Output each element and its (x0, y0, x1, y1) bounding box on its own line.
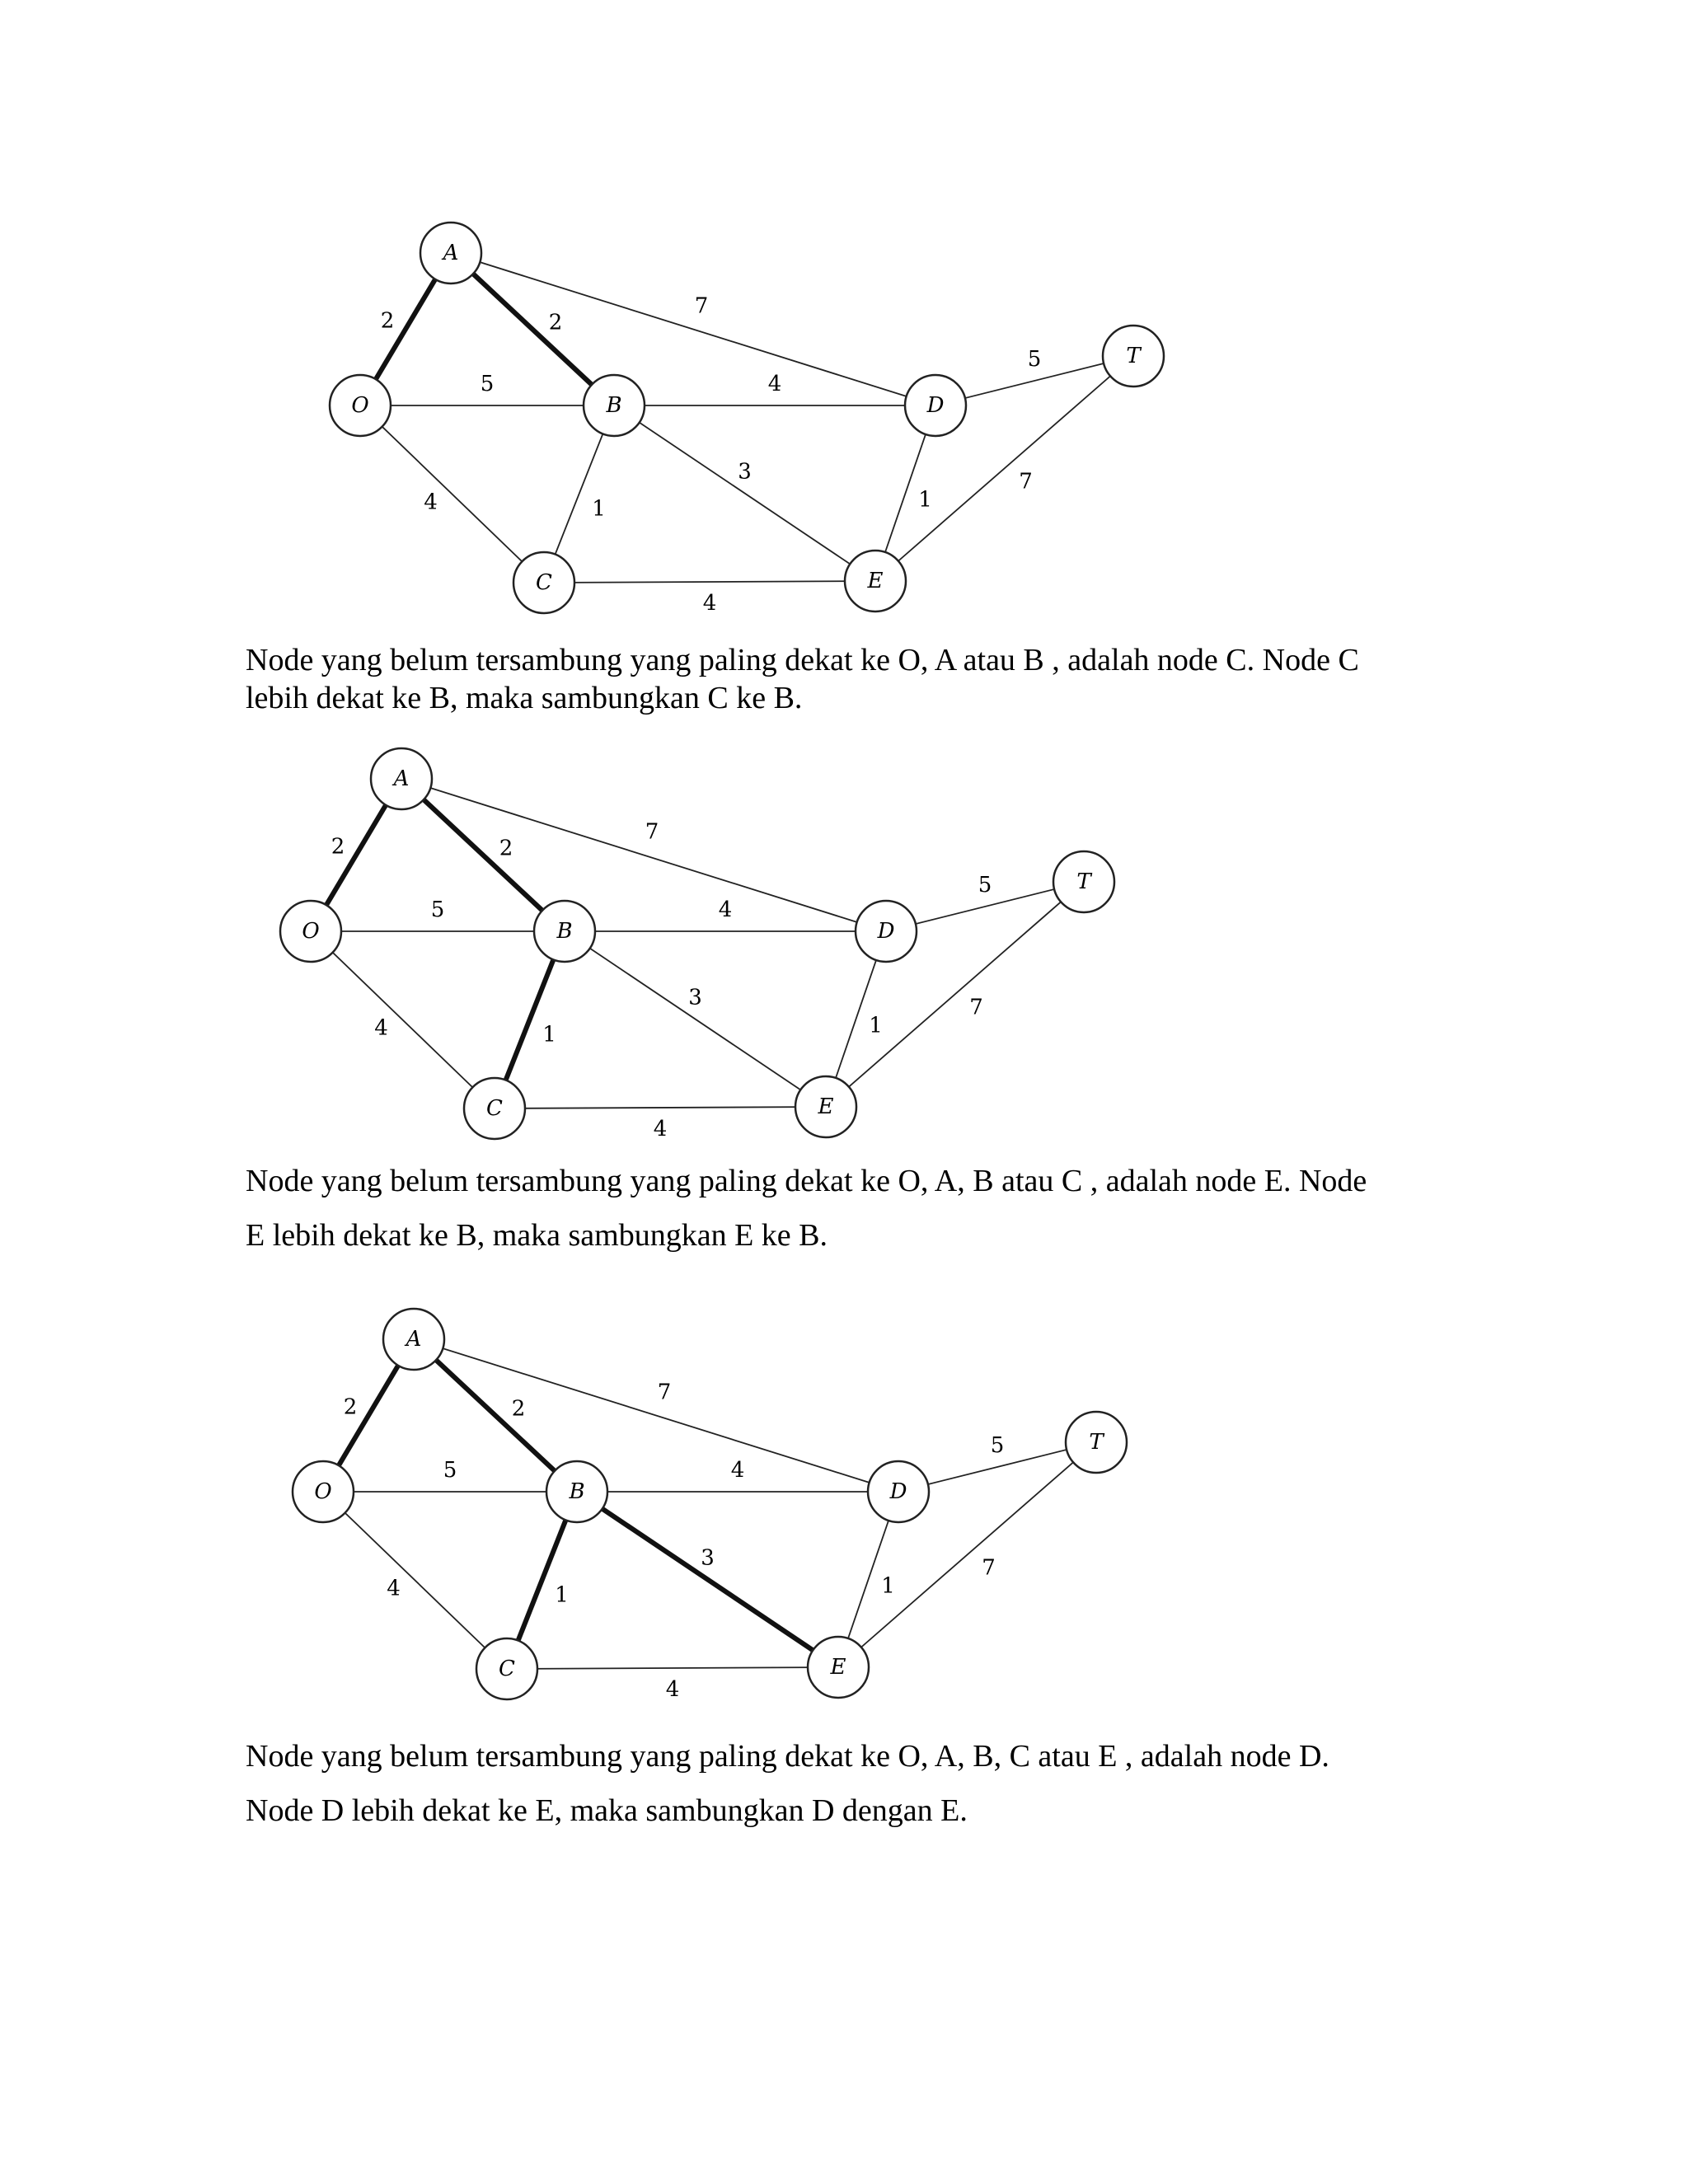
node-label: T (1126, 344, 1141, 368)
edge-weight-d-e: 1 (869, 1013, 883, 1038)
node-label: D (889, 1479, 907, 1504)
node-e (845, 551, 906, 612)
edge-a-b (451, 253, 614, 405)
edge-weight-a-b: 2 (511, 1396, 526, 1422)
node-label: C (499, 1657, 515, 1681)
node-label: A (443, 241, 459, 265)
edge-weight-a-b: 2 (499, 836, 513, 861)
node-label: O (351, 393, 369, 418)
node-label: T (1076, 869, 1091, 894)
edge-weight-o-b: 5 (430, 898, 445, 922)
edges (311, 779, 1084, 1108)
edge-weight-b-c: 1 (555, 1582, 569, 1608)
paragraph-3-line-2: Node D lebih dekat ke E, maka sambungkan D dengan E. (246, 1793, 968, 1828)
edges (323, 1339, 1096, 1669)
edge-weight-o-a: 2 (331, 834, 345, 860)
edge-weight-c-e: 4 (653, 1117, 668, 1141)
node-o (293, 1461, 354, 1522)
edge-weight-o-a: 2 (343, 1394, 358, 1420)
edge-weight-b-d: 4 (730, 1458, 745, 1483)
paragraph-1-line-1: Node yang belum tersambung yang paling dekat ke O, A atau B , adalah node C. Node C (246, 643, 1359, 677)
node-label: T (1089, 1430, 1104, 1455)
node-label: O (302, 919, 320, 944)
paragraph-3-line-1: Node yang belum tersambung yang paling dekat ke O, A, B, C atau E , adalah node D. (246, 1739, 1329, 1774)
node-label: B (606, 393, 622, 418)
edge-b-e (565, 931, 826, 1107)
node-label: B (556, 919, 573, 944)
edge-weight-d-t: 5 (990, 1433, 1005, 1458)
edge-c-e (495, 1107, 826, 1108)
node-e (795, 1076, 856, 1137)
edge-weight-b-c: 1 (542, 1022, 556, 1047)
edge-b-e (577, 1492, 838, 1667)
node-a (383, 1309, 444, 1370)
node-b (534, 901, 595, 962)
edge-c-e (507, 1667, 838, 1669)
edge-a-b (401, 779, 565, 931)
paragraph-1-line-2: lebih dekat ke B, maka sambungkan C ke B. (246, 681, 803, 715)
paragraph-3 (246, 1729, 1449, 1838)
edge-o-c (323, 1492, 507, 1669)
node-o (280, 901, 341, 962)
edge-weight-o-b: 5 (443, 1458, 457, 1483)
node-label: E (830, 1655, 846, 1680)
edge-weight-o-c: 4 (387, 1576, 401, 1601)
edge-weight-e-t: 7 (1019, 469, 1033, 494)
edge-weight-o-c: 4 (374, 1015, 388, 1041)
edge-weight-a-d: 7 (645, 819, 659, 845)
edge-weight-b-d: 4 (767, 372, 782, 396)
edge-weight-o-c: 4 (424, 490, 438, 515)
edge-labels (331, 820, 992, 1142)
node-label: O (314, 1479, 332, 1504)
node-d (856, 901, 917, 962)
paragraph-1 (246, 641, 1449, 717)
edge-weight-b-e: 3 (701, 1545, 715, 1571)
edges (360, 253, 1133, 583)
edge-labels (344, 1380, 1005, 1703)
node-label: E (867, 569, 884, 593)
edge-weight-b-e: 3 (738, 459, 752, 485)
node-b (546, 1461, 607, 1522)
edge-weight-a-b: 2 (548, 310, 563, 335)
node-label: A (406, 1327, 422, 1352)
node-label: D (877, 919, 895, 944)
node-c (513, 552, 574, 613)
node-label: A (393, 766, 410, 791)
edge-weight-o-b: 5 (480, 372, 495, 396)
node-t (1066, 1412, 1127, 1473)
edge-a-d (414, 1339, 898, 1492)
edge-weight-d-e: 1 (881, 1573, 895, 1599)
nodes (280, 748, 1114, 1139)
node-label: E (818, 1094, 834, 1119)
nodes (293, 1309, 1127, 1699)
node-d (868, 1461, 929, 1522)
edge-c-e (544, 581, 875, 583)
edge-weight-o-a: 2 (380, 308, 395, 334)
edge-weight-a-d: 7 (657, 1380, 672, 1405)
graph-figure-2 (0, 742, 1688, 1154)
node-o (330, 375, 391, 436)
node-t (1103, 326, 1164, 387)
graph-figure-3 (0, 1302, 1688, 1714)
edge-a-b (414, 1339, 577, 1492)
node-b (584, 375, 645, 436)
edge-weight-e-t: 7 (969, 995, 983, 1020)
node-label: B (569, 1479, 585, 1504)
edge-weight-b-d: 4 (718, 898, 733, 922)
node-c (464, 1078, 525, 1139)
graph-figure-1 (0, 216, 1688, 628)
edge-b-e (614, 405, 875, 581)
node-a (371, 748, 432, 809)
edge-weight-c-e: 4 (702, 591, 717, 616)
node-d (905, 375, 966, 436)
node-e (808, 1637, 869, 1698)
edge-o-c (360, 405, 544, 583)
edge-a-d (451, 253, 935, 405)
edge-weight-b-c: 1 (592, 496, 606, 522)
edge-weight-d-t: 5 (978, 873, 992, 898)
node-label: D (926, 393, 945, 418)
edge-weight-b-e: 3 (688, 985, 702, 1010)
edge-o-c (311, 931, 495, 1108)
edge-a-d (401, 779, 886, 931)
paragraph-2 (246, 1154, 1449, 1263)
paragraph-2-line-2: E lebih dekat ke B, maka sambungkan E ke B. (246, 1218, 828, 1253)
edge-weight-d-t: 5 (1027, 347, 1042, 372)
paragraph-2-line-1: Node yang belum tersambung yang paling dekat ke O, A, B atau C , adalah node E. Node (246, 1164, 1367, 1198)
nodes (330, 223, 1164, 613)
edge-weight-a-d: 7 (694, 293, 709, 319)
edge-weight-c-e: 4 (665, 1677, 680, 1702)
node-c (476, 1638, 537, 1699)
edge-labels (381, 294, 1042, 616)
edge-weight-e-t: 7 (982, 1555, 996, 1581)
node-label: C (486, 1096, 503, 1121)
node-a (420, 223, 481, 284)
node-label: C (536, 570, 552, 595)
edge-weight-d-e: 1 (918, 487, 932, 513)
node-t (1053, 851, 1114, 912)
